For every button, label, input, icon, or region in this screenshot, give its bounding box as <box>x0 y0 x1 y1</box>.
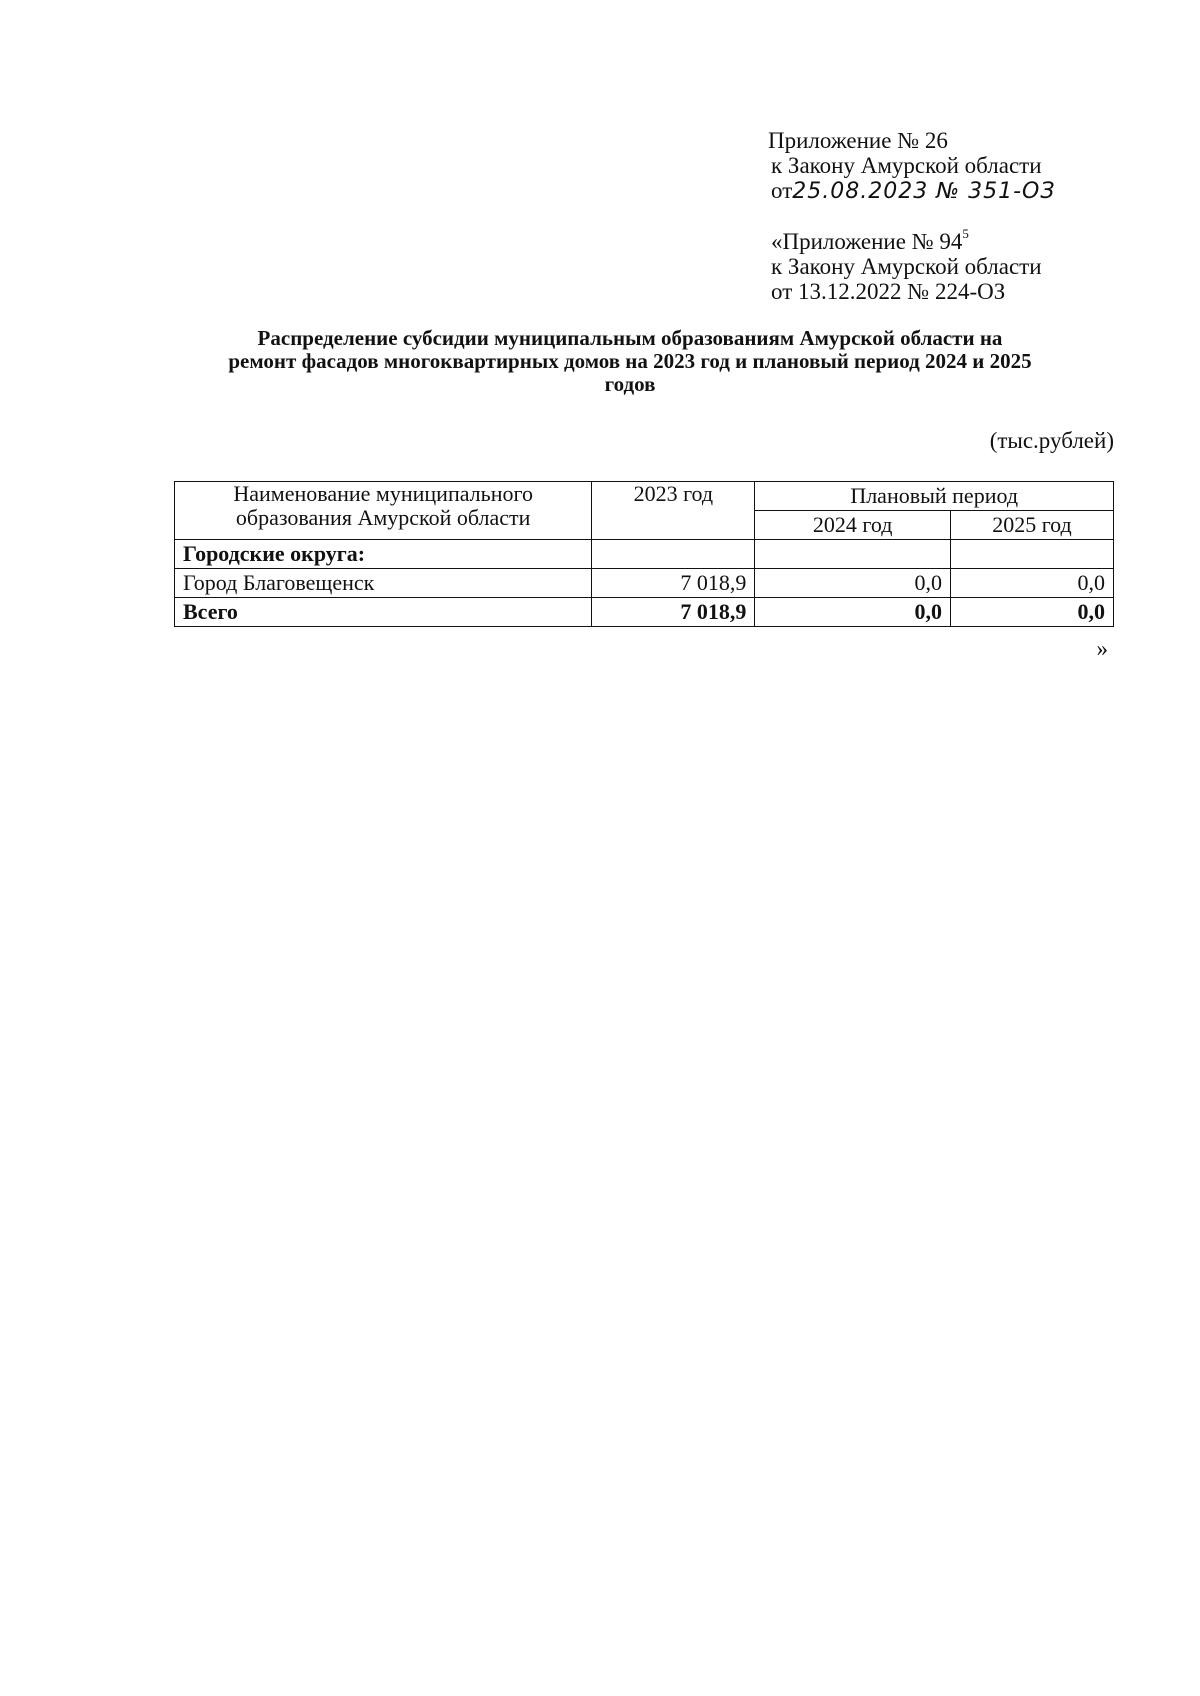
header-planned-period: Плановый период <box>755 482 1114 511</box>
section-empty-2023 <box>592 540 755 569</box>
row-value-2024: 0,0 <box>755 569 951 598</box>
document-title-line3: годов <box>604 372 656 396</box>
header-year-2025: 2025 год <box>950 511 1113 540</box>
total-label: Всего <box>175 598 592 627</box>
header-municipality-name <box>175 482 592 540</box>
amended-annex-number-text: «Приложение № 94 <box>771 229 963 254</box>
row-municipality-name: Город Благовещенск <box>175 569 592 598</box>
total-value-2024: 0,0 <box>755 598 951 627</box>
header-name-line1: Наименование муниципального <box>233 481 533 506</box>
annex-header <box>768 128 1055 204</box>
table-section-row <box>175 540 1114 569</box>
annex-date-line <box>768 178 1055 204</box>
amended-annex-date: от 13.12.2022 № 224-ОЗ <box>771 279 1006 304</box>
annex-law-reference: к Закону Амурской области <box>771 153 1042 178</box>
section-empty-2025 <box>950 540 1113 569</box>
units-label: (тыс.рублей) <box>989 428 1114 453</box>
table-row <box>175 569 1114 598</box>
document-title-line2: ремонт фасадов многоквартирных домов на 2023 год и плановый период 2024 и 2025 <box>228 349 1032 373</box>
total-value-2023: 7 018,9 <box>592 598 755 627</box>
amended-annex-superscript: 5 <box>962 226 969 241</box>
total-value-2025: 0,0 <box>950 598 1113 627</box>
header-year-2024: 2024 год <box>755 511 951 540</box>
row-value-2025: 0,0 <box>950 569 1113 598</box>
table-total-row <box>175 598 1114 627</box>
document-title-line1: Распределение субсидии муниципальным образованиям Амурской области на <box>257 326 1003 350</box>
section-label: Городские округа: <box>175 540 592 569</box>
annex-date-prefix: от <box>771 178 793 203</box>
closing-quote: » <box>1096 636 1108 661</box>
annex-number: Приложение № 26 <box>768 128 948 153</box>
section-empty-2024 <box>755 540 951 569</box>
subsidy-table <box>174 481 1114 627</box>
amended-annex-header <box>771 226 1042 304</box>
row-value-2023: 7 018,9 <box>592 569 755 598</box>
amended-annex-law-reference: к Закону Амурской области <box>771 254 1042 279</box>
handwritten-date-number: 25.08.2023 № 351-ОЗ <box>792 179 1056 204</box>
amended-annex-number <box>771 226 1042 254</box>
header-year-2023: 2023 год <box>592 482 755 540</box>
table-header-row <box>175 482 1114 511</box>
header-name-line2: образования Амурской области <box>235 505 531 530</box>
document-title <box>150 327 1110 396</box>
